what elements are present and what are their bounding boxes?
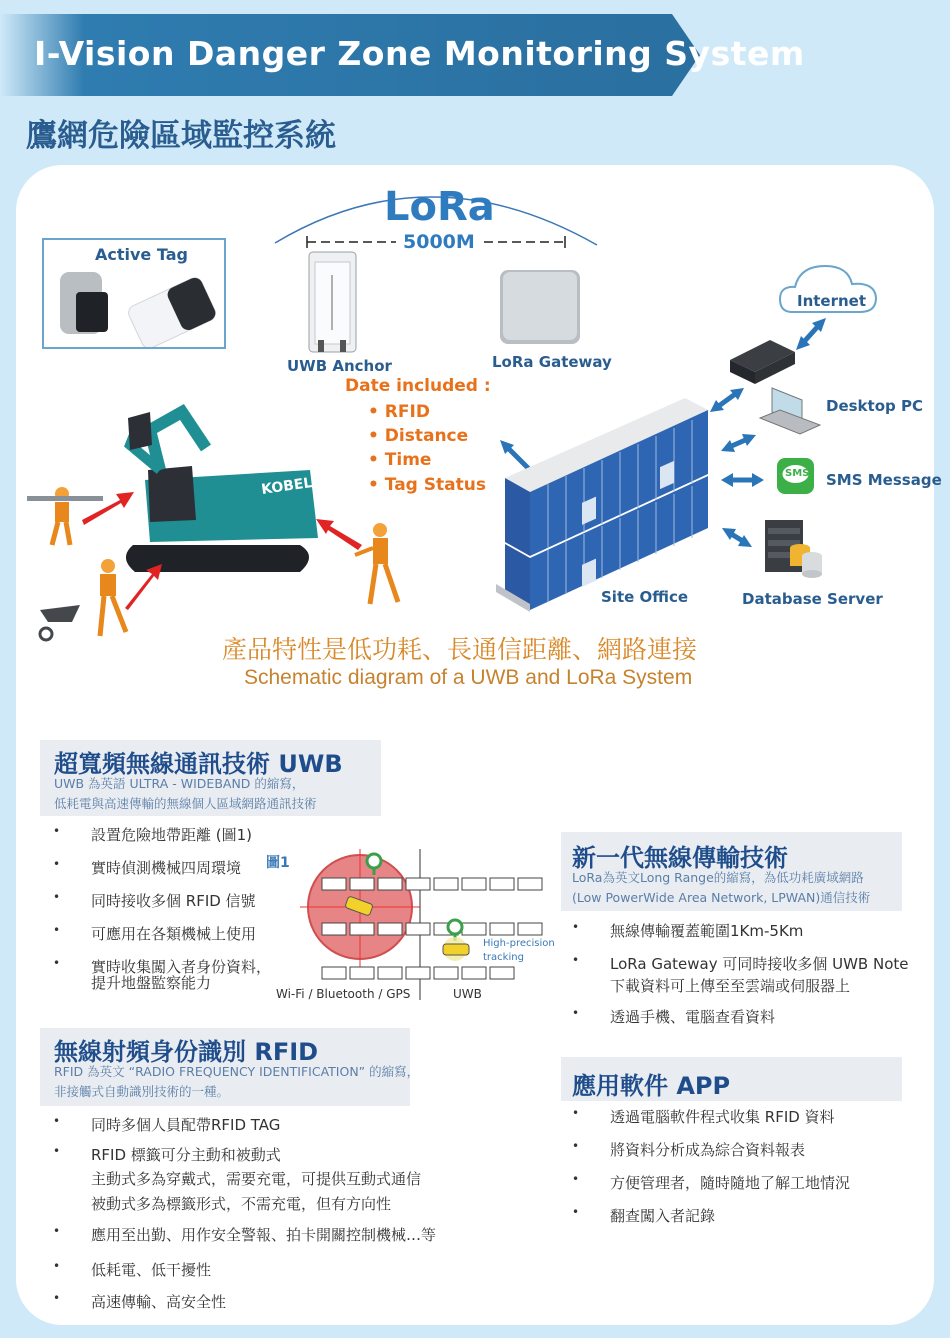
desktop-pc-label: Desktop PC <box>826 397 923 415</box>
rfid-item2-line2: 主動式多為穿戴式，需要充電，可提供互動式通信 <box>91 1170 422 1188</box>
app-feature-list <box>572 1106 850 1226</box>
worker-signal-icon <box>355 523 398 604</box>
list-item: • 實時收集闖入者身份資料， <box>53 956 271 977</box>
site-office-label: Site Office <box>601 588 689 606</box>
figure-left-caption: Wi-Fi / Bluetooth / GPS <box>276 987 411 1001</box>
uwb-section-sub1: UWB 為英語 ULTRA - WIDEBAND 的縮寫， <box>54 776 305 791</box>
list-item: • 低耗電、低干擾性 <box>53 1259 436 1280</box>
figure-1-diagram <box>270 845 560 1005</box>
uwb-feature-list <box>53 824 271 977</box>
sms-message-label: SMS Message <box>826 471 942 489</box>
app-section-title: 應用軟件 APP <box>572 1072 731 1100</box>
list-item: • 同時接收多個 RFID 信號 <box>53 890 271 911</box>
lora-section-title: 新一代無線傳輸技術 <box>572 844 788 872</box>
lora-section-sub2: (Low PowerWide Area Network, LPWAN)通信技術 <box>572 890 871 905</box>
internet-label: Internet <box>797 292 867 310</box>
lora-section-sub1: LoRa為英文Long Range的縮寫，為低功耗廣域網路 <box>572 870 864 885</box>
date-item-distance: • Distance <box>368 426 469 446</box>
figure-1-label: 圖1 <box>266 855 290 871</box>
site-office-icon <box>496 398 708 612</box>
date-included-title: Date included : <box>345 376 491 396</box>
sms-icon-text: SMS <box>785 468 810 479</box>
excavator-brand: KOBELCO <box>260 471 336 498</box>
lora-feature-list <box>572 920 909 974</box>
list-item: • 實時偵測機械四周環境 <box>53 857 271 878</box>
rfid-feature-list <box>53 1114 280 1135</box>
uwb-anchor-label: UWB Anchor <box>287 357 392 375</box>
rfid-item2-line3: 被動式多為標籤形式，不需充電，但有方向性 <box>91 1195 392 1213</box>
page-title: I-Vision Danger Zone Monitoring System <box>34 34 805 73</box>
list-item: • 高速傳輸、高安全性 <box>53 1291 436 1312</box>
lora-gateway-label: LoRa Gateway <box>492 353 612 371</box>
figure-hp-line2: tracking <box>483 952 524 963</box>
rfid-section-title: 無線射頻身份識別 RFID <box>54 1038 319 1066</box>
router-icon <box>730 0 795 384</box>
list-item: • RFID 標籤可分主動和被動式 <box>53 1144 281 1165</box>
vehicle-icon <box>443 944 469 955</box>
list-item: • 可應用在各類機械上使用 <box>53 923 271 944</box>
date-item-tag-status: • Tag Status <box>368 475 486 495</box>
figure-right-caption: UWB <box>453 987 482 1001</box>
desktop-pc-icon <box>760 388 820 434</box>
features-cn: 產品特性是低功耗、長通信距離、網路連接 <box>222 635 698 664</box>
lora-distance: 5000M <box>403 231 475 253</box>
list-item: • 透過電腦軟件程式收集 RFID 資料 <box>572 1106 850 1127</box>
rfid-section-sub2: 非接觸式自動識別技術的一種。 <box>54 1084 230 1099</box>
database-server-icon <box>765 520 822 578</box>
rfid-section-sub1: RFID 為英文 “RADIO FREQUENCY IDENTIFICATION” 的縮寫， <box>54 1064 420 1079</box>
uwb-section-sub2: 低耗電與高速傳輸的無線個人區域網路通訊技術 <box>54 796 317 811</box>
features-en: Schematic diagram of a UWB and LoRa System <box>244 666 693 689</box>
lora-feature-list-2 <box>572 1006 775 1027</box>
uwb-item5-line2: 提升地盤監察能力 <box>91 974 212 992</box>
list-item: • LoRa Gateway 可同時接收多個 UWB Note <box>572 953 909 974</box>
lora-gateway-icon <box>500 270 580 344</box>
list-item: • 應用至出勤、用作安全警報、拍卡開關控制機械…等 <box>53 1224 436 1245</box>
list-item: • 透過手機、電腦查看資料 <box>572 1006 775 1027</box>
date-item-time: • Time <box>368 450 432 470</box>
page-subtitle-cn: 鷹網危險區域監控系統 <box>26 118 336 154</box>
list-item: • 翻查闖入者記錄 <box>572 1205 850 1226</box>
figure-hp-line1: High-precision <box>483 938 555 949</box>
list-item: • 同時多個人員配帶RFID TAG <box>53 1114 280 1135</box>
date-item-rfid: • RFID <box>368 402 430 422</box>
rfid-feature-list-3 <box>53 1224 436 1312</box>
uwb-anchor-icon <box>309 252 356 352</box>
lora-title: LoRa <box>384 184 495 230</box>
uwb-section-title: 超寬頻無線通訊技術 UWB <box>54 750 343 778</box>
rfid-feature-list-2 <box>53 1144 281 1165</box>
list-item: • 設置危險地帶距離 (圖1) <box>53 824 271 845</box>
database-server-label: Database Server <box>742 590 883 608</box>
worker-wheelbarrow-icon <box>40 559 126 640</box>
active-tag-label: Active Tag <box>95 245 188 264</box>
list-item: • 無線傳輸覆蓋範圍1Km-5Km <box>572 920 909 941</box>
list-item: • 方便管理者，隨時隨地了解工地情況 <box>572 1172 850 1193</box>
lora-item2-line2: 下載資料可上傳至至雲端或伺服器上 <box>610 977 851 995</box>
list-item: • 將資料分析成為綜合資料報表 <box>572 1139 850 1160</box>
